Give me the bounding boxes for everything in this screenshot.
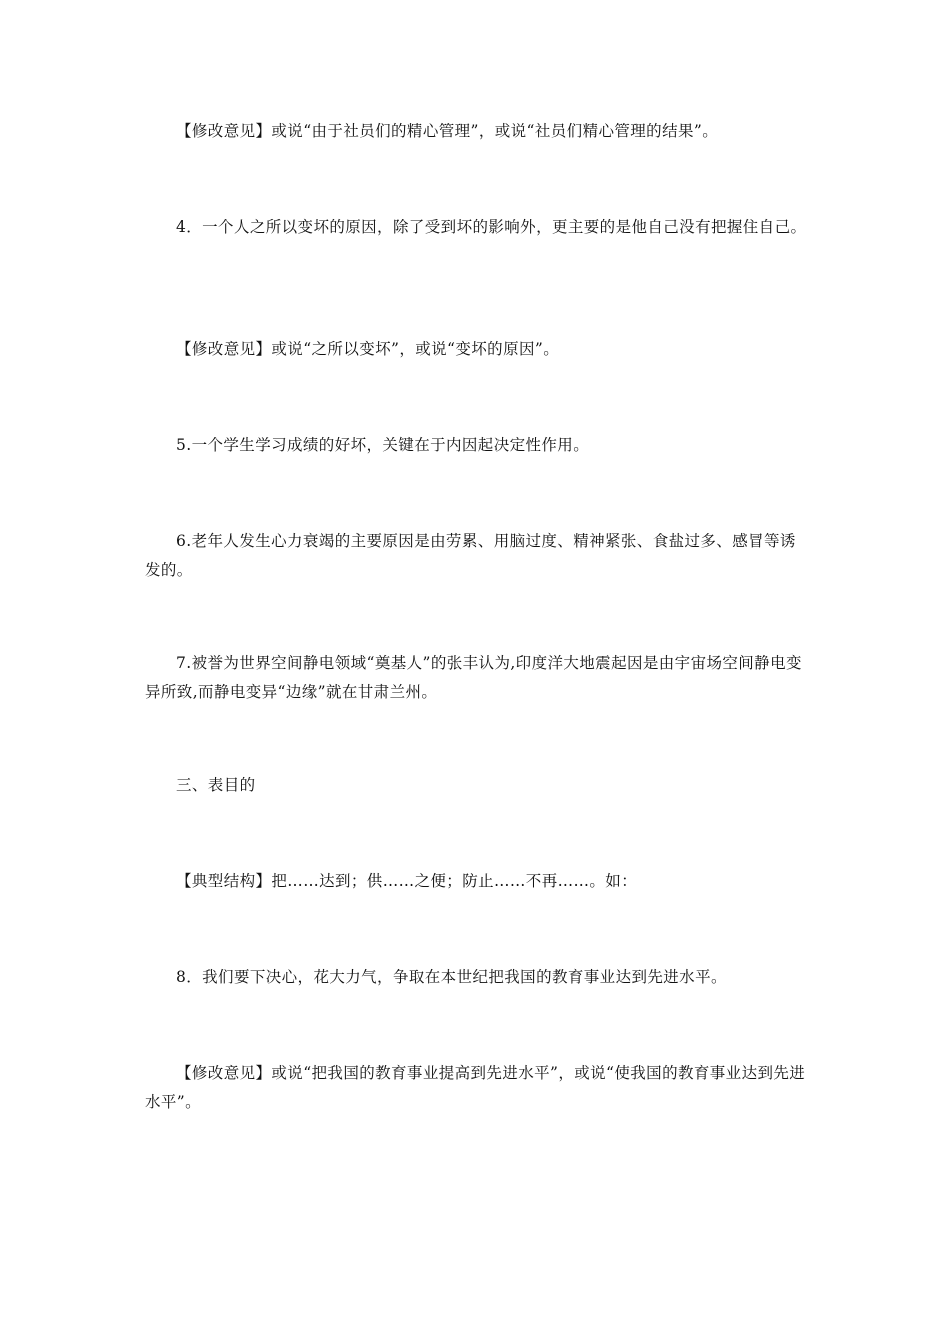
revision-note-paragraph: 【修改意见】或说“之所以变坏”，或说“变坏的原因”。: [176, 340, 560, 358]
example-sentence-5: 5.一个学生学习成绩的好坏，关键在于内因起决定性作用。: [176, 436, 590, 454]
revision-note-paragraph: 【修改意见】或说“由于社员们的精心管理”，或说“社员们精心管理的结果”。: [176, 122, 719, 140]
section-heading: 三、表目的: [176, 776, 256, 794]
example-sentence-8: 8．我们要下决心，花大力气，争取在本世纪把我国的教育事业达到先进水平。: [176, 968, 727, 986]
example-sentence-6: 6.老年人发生心力衰竭的主要原因是由劳累、用脑过度、精神紧张、食盐过多、感冒等诱发的。: [145, 532, 796, 579]
typical-structure-paragraph: 【典型结构】把……达到；供……之便；防止……不再……。如：: [176, 872, 638, 890]
example-sentence-4: 4．一个人之所以变坏的原因，除了受到坏的影响外，更主要的是他自己没有把握住自己。: [176, 218, 807, 236]
revision-note-paragraph: 【修改意见】或说“把我国的教育事业提高到先进水平”，或说“使我国的教育事业达到先进水平”。: [145, 1064, 806, 1111]
example-sentence-7: 7.被誉为世界空间静电领域“奠基人”的张丰认为,印度洋大地震起因是由宇宙场空间静电变异所致,而静电变异“边缘”就在甘肃兰州。: [145, 654, 802, 701]
